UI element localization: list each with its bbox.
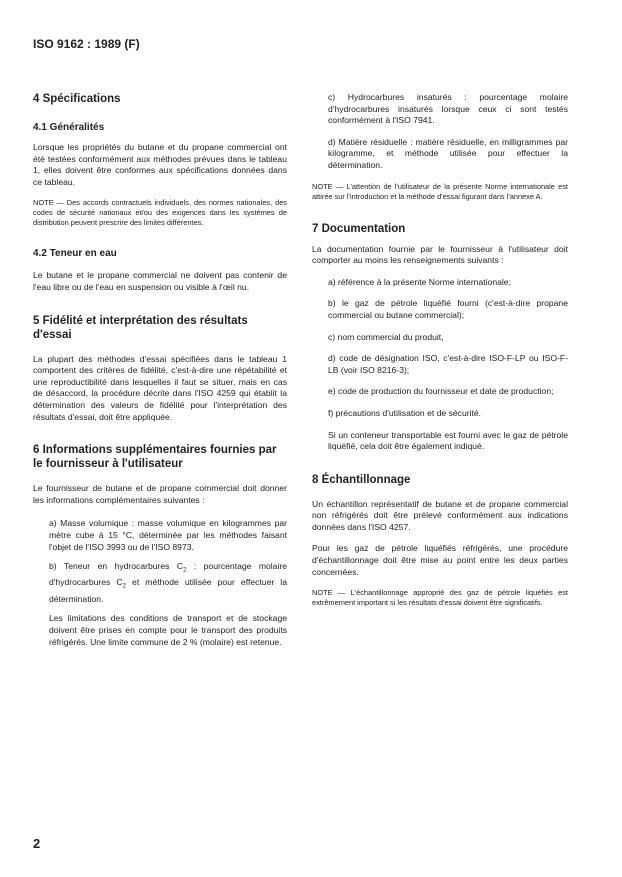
section-8-heading: 8 Échantillonnage: [312, 473, 411, 486]
section-4-2-heading: 4.2 Teneur en eau: [33, 248, 117, 260]
section-6-note: NOTE — L'attention de l'utilisateur de la présente Norme internationale est attirée sur l'introduction et la méthode d'essai figurant dans l'annexe A.: [312, 181, 568, 201]
section-6-item-d: d) Matière résiduelle : matière résiduelle, en milligrammes par kilogramme, et méthode utilisée pour effectuer la détermination.: [328, 136, 568, 170]
section-7-item: f) précautions d'utilisation et de sécurité.: [328, 407, 482, 418]
section-4-1-heading: 4.1 Généralités: [33, 122, 105, 133]
section-6-item-c: c) Hydrocarbures insaturés : pourcentage molaire d'hydrocarbures insaturés lorsque ceux ci sont testés conformément à l'ISO 7941.: [328, 92, 568, 126]
section-6-item-a: a) Masse volumique : masse volumique en kilogrammes par mètre cube à 15 °C, déterminée par les méthodes faisant l'objet de l'ISO 3993 ou de l'ISO 8973.: [49, 518, 287, 552]
section-6-heading: 6 Informations supplémentaires fournies par le fournisseur à l'utilisateur: [33, 444, 277, 471]
section-4-heading: 4 Spécifications: [33, 93, 121, 105]
right-column: [312, 92, 568, 608]
section-8-note: NOTE — L'échantillonnage approprié des gaz de pétrole liquéfiés est extrêmement important si les résultats d'essai doivent être significatifs.: [312, 588, 568, 608]
section-7-heading: 7 Documentation: [312, 222, 406, 235]
document-header: ISO 9162 : 1989 (F): [33, 37, 140, 51]
section-8-text-2: Pour les gaz de pétrole liquéfiés réfrigérés, une procédure d'échantillonnage doit être mise au point entre les deux parties concernées.: [312, 543, 568, 577]
section-7-intro: La documentation fournie par le fournisseur à l'utilisateur doit comporter au moins les renseignements suivants :: [312, 243, 568, 266]
section-6-transport-text: Les limitations des conditions de transport et de stockage doivent être prises en compte pour le transport des produits réfrigérés. Une limite commune de 2 % (molaire) est retenue.: [49, 613, 287, 647]
section-4-1-text: Lorsque les propriétés du butane et du propane commercial ont été testées conformément aux méthodes prévues dans le tableau 1, elles doivent être conformes aux spécifications données dans ce tableau.: [33, 142, 287, 187]
section-6-item-b: b) Teneur en hydrocarbures $C_2$ : pourcentage molaire d'hydrocarbures $C_2$ et méthode utilisée pour effectuer la détermination.: [49, 561, 288, 604]
section-6-intro: Le fournisseur de butane et de propane commercial doit donner les informations complémentaires suivantes :: [33, 483, 287, 505]
section-8-text-1: Un échantillon représentatif de butane et de propane commercial non réfrigérés doit être prélevé conformément aux indications données dans l'ISO 4257.: [312, 498, 568, 532]
left-column: [33, 92, 287, 648]
section-7-item: b) le gaz de pétrole liquéfié fourni (c'est-à-dire propane commercial ou butane commercial);: [328, 298, 568, 320]
section-5-text: La plupart des méthodes d'essai spécifiées dans le tableau 1 comportent des critères de fidélité, c'est-à-dire une répétabilité et une reproductibilité dans lesquelles il faut se situer, mais en cas de désaccord, la procédure décrite dans l'ISO 4259 qui établit la détermination des valeurs de fidélité pour l'interprétation des résultats d'essai, doit être appliquée.: [33, 353, 287, 422]
section-7-item: d) code de désignation ISO, c'est-à-dire ISO-F-LP ou ISO-F-LB (voir ISO 8216-3);: [328, 353, 568, 375]
section-7-item: e) code de production du fournisseur et date de production;: [328, 386, 554, 397]
section-5-heading: 5 Fidélité et interprétation des résultats d'essai: [33, 314, 248, 341]
section-7-item: a) référence à la présente Norme internationale;: [328, 276, 511, 287]
section-7-item: c) nom commercial du produit,: [328, 331, 444, 342]
section-4-2-text: Le butane et le propane commercial ne doivent pas contenir de l'eau libre ou de l'eau en suspension ou visible à l'œil nu.: [33, 270, 287, 292]
section-4-1-note: NOTE — Des accords contractuels individuels, des normes nationales, des codes de sécurité nationaux et/ou des exigences dans les systèmes de distribution peuvent prescrire des limites différentes.: [33, 198, 287, 228]
page-number: 2: [33, 836, 41, 851]
section-7-closing: Si un conteneur transportable est fourni avec le gaz de pétrole liquéfié, cela doit être également indiqué.: [328, 429, 568, 452]
